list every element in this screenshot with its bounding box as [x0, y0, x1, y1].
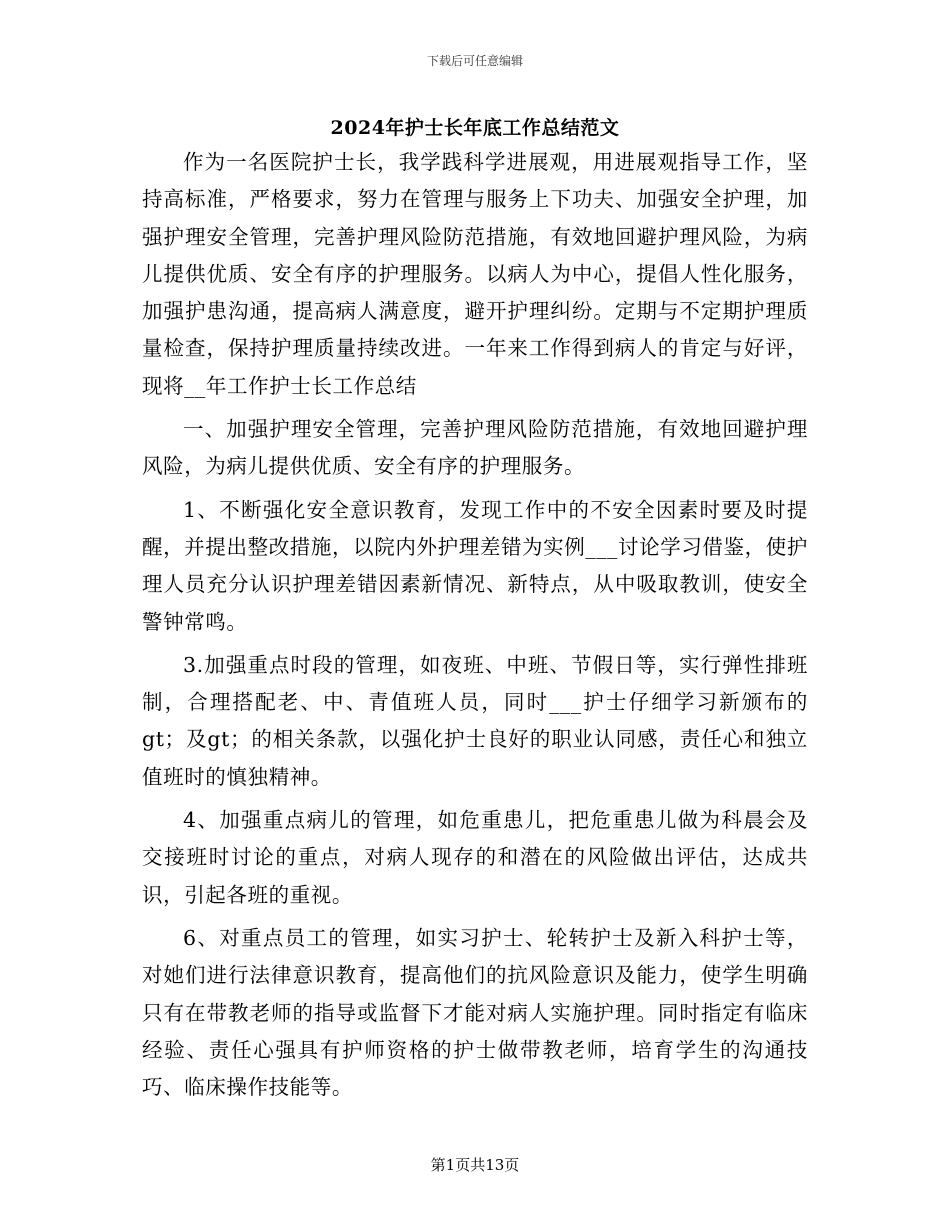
paragraph-intro: 作为一名医院护士长，我学践科学进展观，用进展观指导工作，坚持高标准，严格要求，努力在管理与服务上下功夫、加强安全护理，加强护理安全管理，完善护理风险防范措施，有效地回避护理风险，为病儿提供优质、安全有序的护理服务。以病人为中心，提倡人性化服务，加强护患沟通，提高病人满意度，避开护理纠纷。定期与不定期护理质量检查，保持护理质量持续改进。一年来工作得到病人的肯定与好评，现将__年工作护士长工作总结 [142, 150, 808, 398]
page-number: 第1页共13页 [430, 1156, 520, 1174]
paragraph-item-6: 6、对重点员工的管理，如实习护士、轮转护士及新入科护士等，对她们进行法律意识教育，提高他们的抗风险意识及能力，使学生明确只有在带教老师的指导或监督下才能对病人实施护理。同时指定有临床经验、责任心强具有护师资格的护士做带教老师，培育学生的沟通技巧、临床操作技能等。 [142, 925, 808, 1100]
paragraph-item-1: 1、不断强化安全意识教育，发现工作中的不安全因素时要及时提醒，并提出整改措施，以院内外护理差错为实例___讨论学习借鉴，使护理人员充分认识护理差错因素新情况、新特点，从中吸取教训，使安全警钟常鸣。 [142, 497, 808, 634]
document-body [142, 144, 808, 1112]
paragraph-item-3: 3.加强重点时段的管理，如夜班、中班、节假日等，实行弹性排班制，合理搭配老、中、青值班人员，同时___护士仔细学习新颁布的gt；及gt；的相关条款，以强化护士良好的职业认同感，责任心和独立值班时的慎独精神。 [142, 652, 808, 789]
paragraph-item-4: 4、加强重点病儿的管理，如危重患儿，把危重患儿做为科晨会及交接班时讨论的重点，对病人现存的和潜在的风险做出评估，达成共识，引起各班的重视。 [142, 808, 808, 907]
document-title: 2024年护士长年底工作总结范文 [330, 117, 620, 139]
header-note: 下载后可任意编辑 [426, 54, 523, 68]
paragraph-section-1: 一、加强护理安全管理，完善护理风险防范措施，有效地回避护理风险，为病儿提供优质、安全有序的护理服务。 [142, 417, 808, 479]
